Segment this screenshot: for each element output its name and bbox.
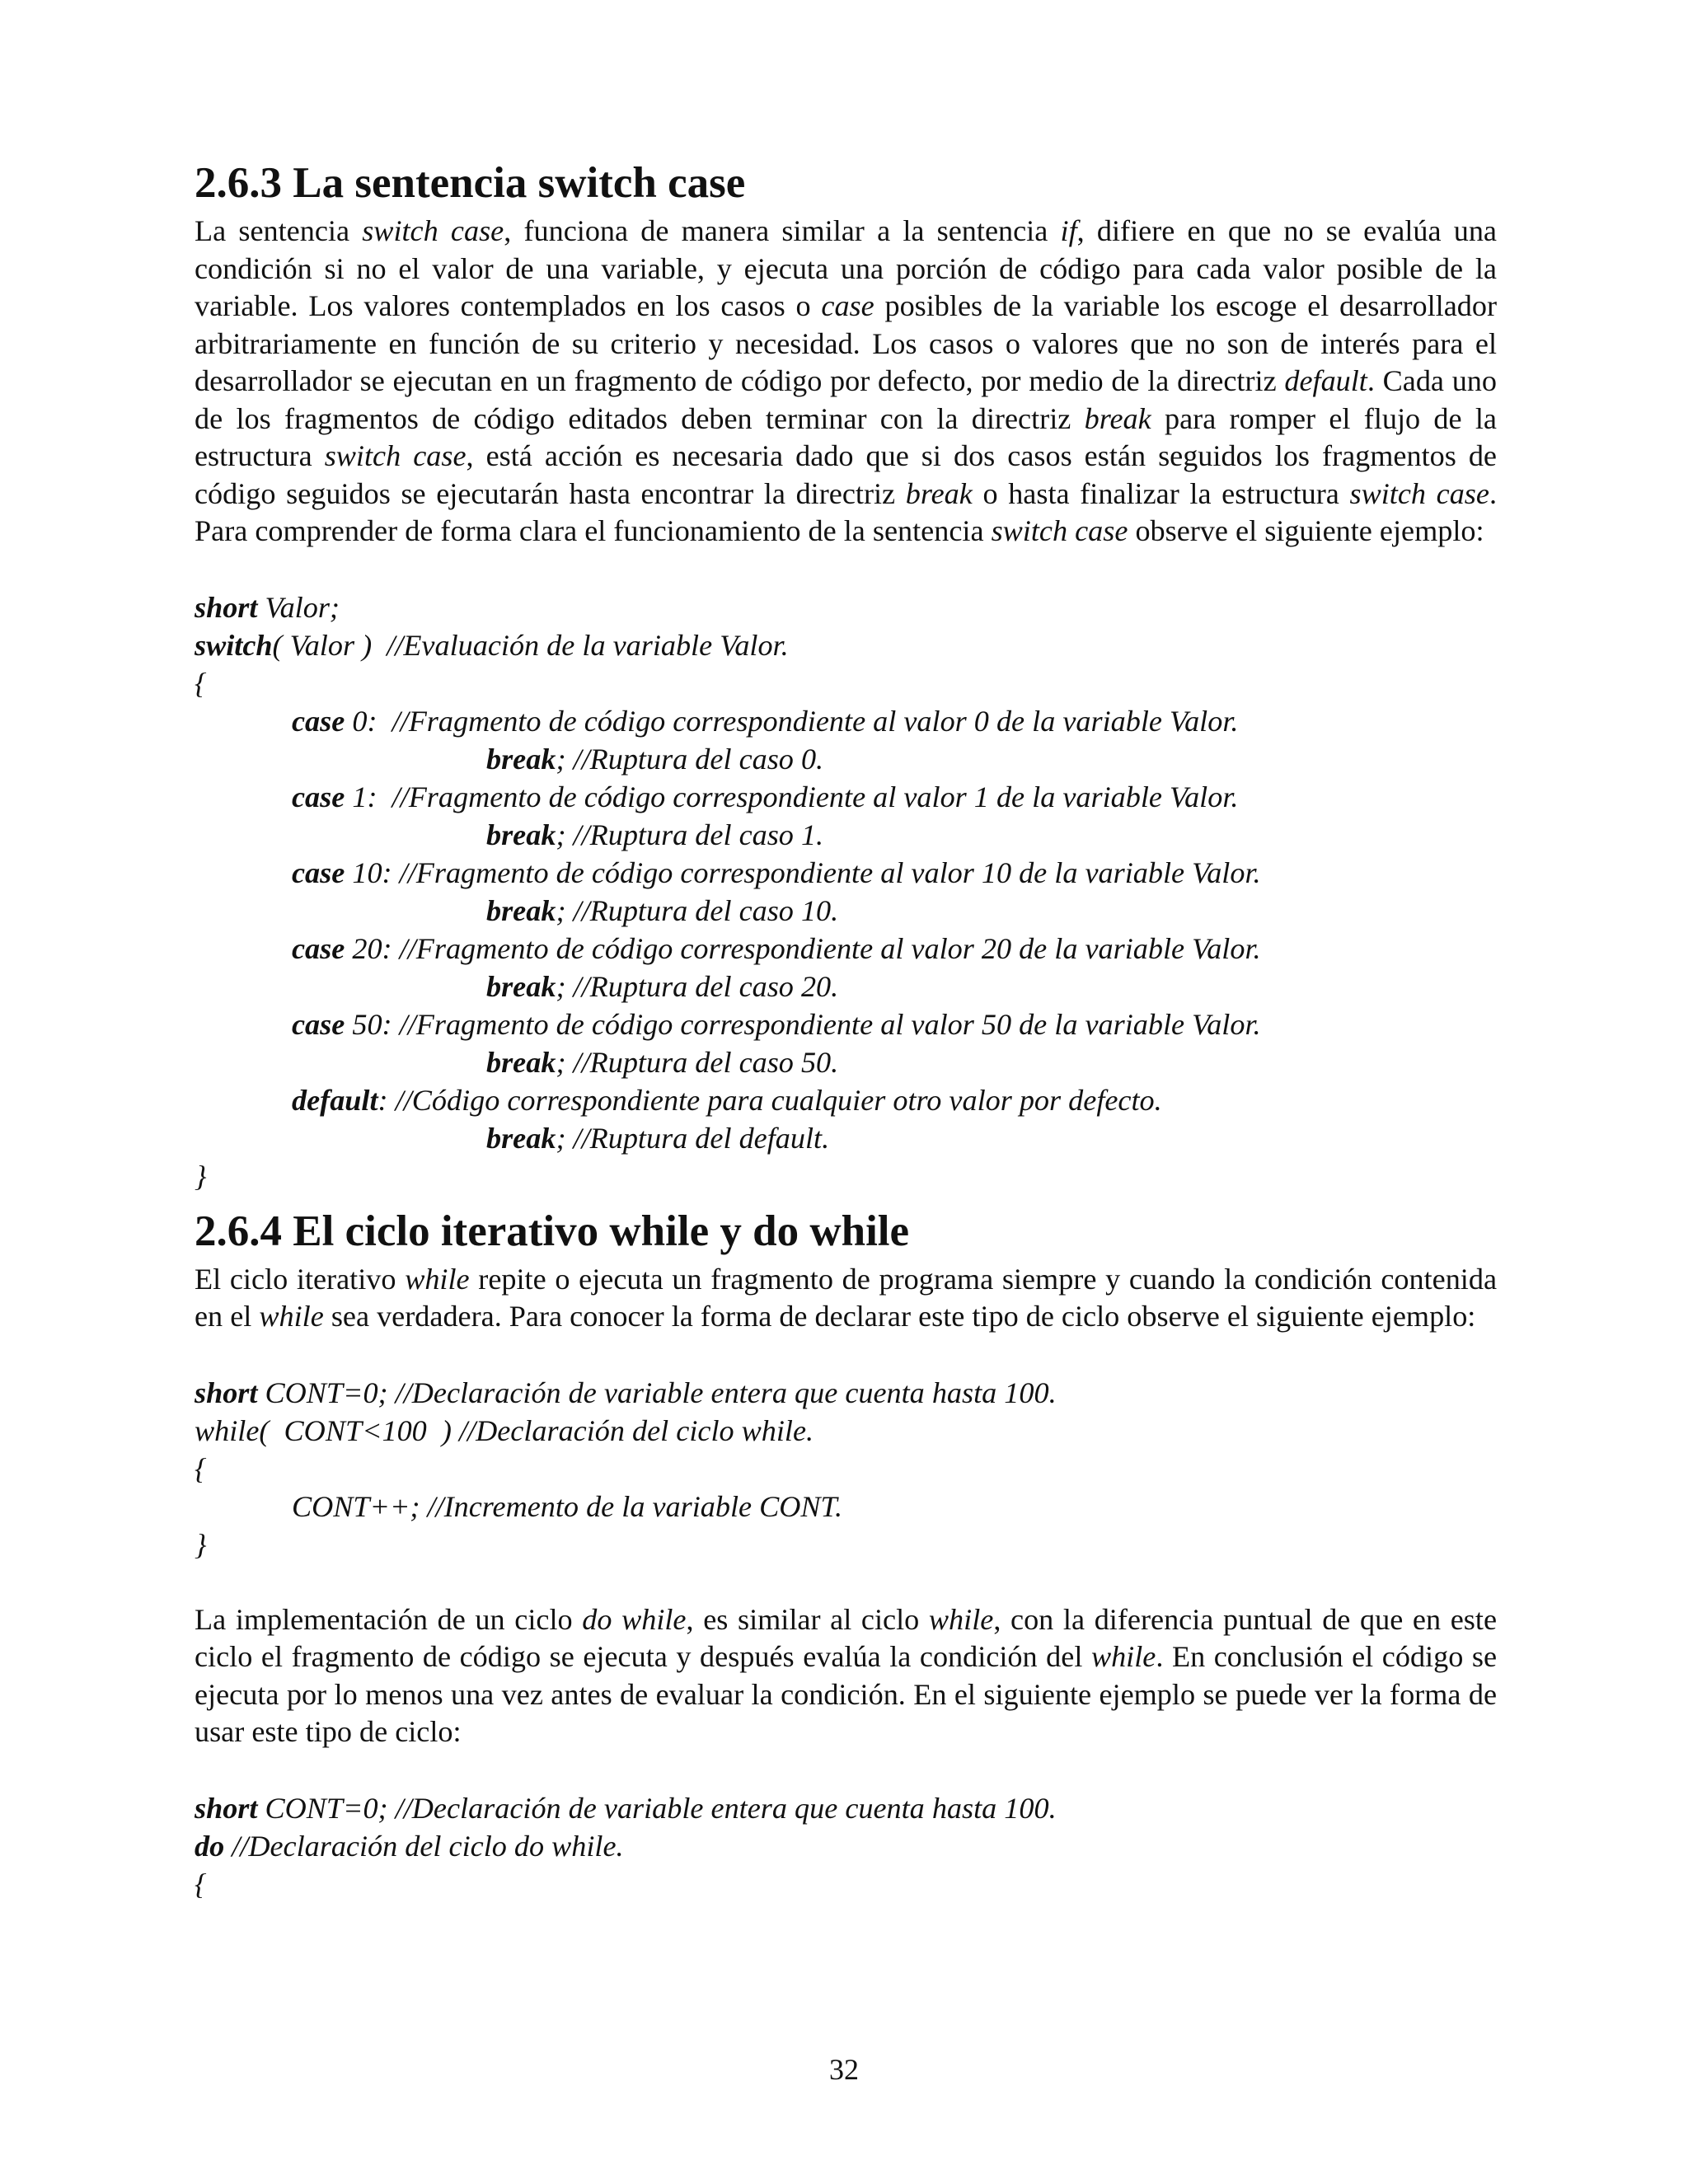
text-run: sea verdadera. Para conocer la forma de declarar este tipo de ciclo observe el siguiente ejemplo: bbox=[323, 1300, 1476, 1333]
text-run: repite o ejecuta un fragmento de programa siempre y cuando la condición contenida en el bbox=[195, 1262, 1497, 1333]
code-text: 10: //Fragmento de código correspondiente al valor 10 de la variable Valor. bbox=[345, 855, 1261, 889]
code-line bbox=[195, 1081, 1497, 1119]
code-line bbox=[195, 1374, 1497, 1412]
text-run: posibles de la variable los escoge el desarrollador arbitrariamente en función de su criterio y necesidad. Los casos o valores que no son de interés para el desarrollador se ejecutan en un fragmento de código por defecto, por medio de la directriz bbox=[195, 289, 1497, 397]
spacer bbox=[195, 1751, 1497, 1789]
code-line bbox=[195, 588, 1497, 626]
code-keyword: break bbox=[486, 1121, 556, 1155]
text-run: , es similar al ciclo bbox=[686, 1602, 929, 1636]
paragraph-do-while bbox=[195, 1601, 1497, 1751]
page-number: 32 bbox=[829, 2053, 859, 2086]
code-text: CONT++; //Incremento de la variable CONT. bbox=[292, 1489, 843, 1523]
code-line bbox=[195, 1119, 1497, 1157]
italic-term: switch case bbox=[324, 439, 467, 472]
code-line bbox=[195, 1789, 1497, 1827]
code-line bbox=[195, 740, 1497, 778]
code-keyword: do bbox=[195, 1829, 225, 1863]
spacer bbox=[195, 551, 1497, 588]
spacer bbox=[195, 1336, 1497, 1374]
code-text: //Declaración del ciclo do while. bbox=[224, 1829, 624, 1863]
code-text: while( CONT<100 ) //Declaración del ciclo while. bbox=[195, 1413, 814, 1447]
code-line bbox=[195, 626, 1497, 664]
text-run: observe el siguiente ejemplo: bbox=[1128, 514, 1484, 547]
italic-term: switch case bbox=[991, 514, 1128, 547]
code-line bbox=[195, 968, 1497, 1005]
code-line bbox=[195, 778, 1497, 816]
paragraph-while bbox=[195, 1261, 1497, 1336]
italic-term: default bbox=[1284, 364, 1367, 397]
code-block-switch bbox=[195, 588, 1497, 1195]
text-run: . En conclusión el código se ejecuta por lo menos una vez antes de evaluar la condición. En el siguiente ejemplo se puede ver la forma de usar este tipo de ciclo: bbox=[195, 1640, 1497, 1748]
code-line bbox=[195, 1865, 1497, 1903]
paragraph-switch-case bbox=[195, 213, 1497, 551]
code-text: 1: //Fragmento de código correspondiente al valor 1 de la variable Valor. bbox=[345, 780, 1239, 813]
italic-term: while bbox=[928, 1602, 994, 1636]
code-keyword: case bbox=[292, 780, 345, 813]
code-block-do-while bbox=[195, 1789, 1497, 1903]
code-text: : //Código correspondiente para cualquier otro valor por defecto. bbox=[377, 1083, 1162, 1117]
italic-term: while bbox=[1090, 1640, 1156, 1673]
text-run: El ciclo iterativo bbox=[195, 1262, 406, 1296]
code-keyword: break bbox=[486, 893, 556, 927]
italic-term: break bbox=[905, 476, 973, 510]
text-run: . Para comprender de forma clara el funcionamiento de la sentencia bbox=[195, 476, 1497, 547]
code-keyword: default bbox=[292, 1083, 378, 1117]
code-text: ; //Ruptura del caso 20. bbox=[556, 969, 839, 1003]
italic-term: if bbox=[1060, 214, 1077, 247]
code-text: } bbox=[195, 1159, 207, 1193]
code-keyword: case bbox=[292, 704, 345, 738]
code-text: { bbox=[195, 666, 207, 700]
code-line bbox=[195, 702, 1497, 740]
text-run: , está acción es necesaria dado que si dos casos están seguidos los fragmentos de código seguidos se ejecutarán hasta encontrar la directriz bbox=[195, 439, 1497, 510]
code-text: 20: //Fragmento de código correspondiente al valor 20 de la variable Valor. bbox=[345, 931, 1261, 965]
italic-term: case bbox=[821, 289, 874, 322]
text-run: , difiere en que no se evalúa una condición si no el valor de una variable, y ejecuta una porción de código para cada valor posible de la variable. Los valores contemplados en los casos o bbox=[195, 214, 1497, 322]
code-line bbox=[195, 1005, 1497, 1043]
italic-term: while bbox=[405, 1262, 470, 1296]
code-keyword: short bbox=[195, 1376, 258, 1409]
code-text: ; //Ruptura del caso 10. bbox=[556, 893, 839, 927]
text-run: , con la diferencia puntual de que en este ciclo el fragmento de código se ejecuta y después evalúa la condición del bbox=[195, 1602, 1497, 1673]
code-line bbox=[195, 1526, 1497, 1563]
italic-term: while bbox=[259, 1300, 324, 1333]
section-heading-2-6-3: 2.6.3 La sentencia switch case bbox=[195, 159, 746, 207]
italic-term: do while bbox=[582, 1602, 687, 1636]
code-line bbox=[195, 1488, 1497, 1526]
code-keyword: break bbox=[486, 742, 556, 776]
code-keyword: short bbox=[195, 590, 258, 624]
code-text: { bbox=[195, 1451, 207, 1485]
code-line bbox=[195, 1412, 1497, 1450]
code-text: 0: //Fragmento de código correspondiente al valor 0 de la variable Valor. bbox=[345, 704, 1239, 738]
italic-term: switch case bbox=[362, 214, 504, 247]
code-text: } bbox=[195, 1527, 207, 1561]
code-line bbox=[195, 1827, 1497, 1865]
code-keyword: case bbox=[292, 1007, 345, 1041]
text-run: La sentencia bbox=[195, 214, 363, 247]
code-text: ; //Ruptura del caso 50. bbox=[556, 1045, 839, 1079]
code-line bbox=[195, 1157, 1497, 1195]
code-text: { bbox=[195, 1867, 207, 1900]
italic-term: break bbox=[1084, 401, 1151, 435]
code-text: CONT=0; //Declaración de variable entera que cuenta hasta 100. bbox=[257, 1376, 1057, 1409]
code-text: ; //Ruptura del default. bbox=[556, 1121, 830, 1155]
text-run: o hasta finalizar la estructura bbox=[972, 476, 1350, 510]
code-text: CONT=0; //Declaración de variable entera que cuenta hasta 100. bbox=[257, 1791, 1057, 1825]
code-line bbox=[195, 930, 1497, 968]
spacer bbox=[195, 1563, 1497, 1601]
text-run: . Cada uno de los fragmentos de código editados deben terminar con la directriz bbox=[195, 364, 1497, 435]
code-line bbox=[195, 664, 1497, 702]
code-text: ; //Ruptura del caso 0. bbox=[556, 742, 824, 776]
code-keyword: break bbox=[486, 818, 556, 851]
code-text: 50: //Fragmento de código correspondiente al valor 50 de la variable Valor. bbox=[345, 1007, 1261, 1041]
code-keyword: short bbox=[195, 1791, 258, 1825]
document-page bbox=[195, 157, 1497, 1903]
code-keyword: switch bbox=[195, 628, 273, 662]
code-line bbox=[195, 854, 1497, 892]
text-run: La implementación de un ciclo bbox=[195, 1602, 583, 1636]
code-text: Valor; bbox=[257, 590, 340, 624]
text-run: , funciona de manera similar a la sentencia bbox=[504, 214, 1061, 247]
code-keyword: case bbox=[292, 855, 345, 889]
code-line bbox=[195, 816, 1497, 854]
italic-term: switch case bbox=[1349, 476, 1489, 510]
text-run: para romper el flujo de la estructura bbox=[195, 401, 1497, 472]
code-block-while bbox=[195, 1374, 1497, 1563]
code-keyword: case bbox=[292, 931, 345, 965]
code-text: ( Valor ) //Evaluación de la variable Valor. bbox=[272, 628, 789, 662]
code-line bbox=[195, 1450, 1497, 1488]
code-text: ; //Ruptura del caso 1. bbox=[556, 818, 824, 851]
code-line bbox=[195, 892, 1497, 930]
code-line bbox=[195, 1043, 1497, 1081]
code-keyword: break bbox=[486, 969, 556, 1003]
section-heading-2-6-4: 2.6.4 El ciclo iterativo while y do while bbox=[195, 1207, 910, 1255]
code-keyword: break bbox=[486, 1045, 556, 1079]
